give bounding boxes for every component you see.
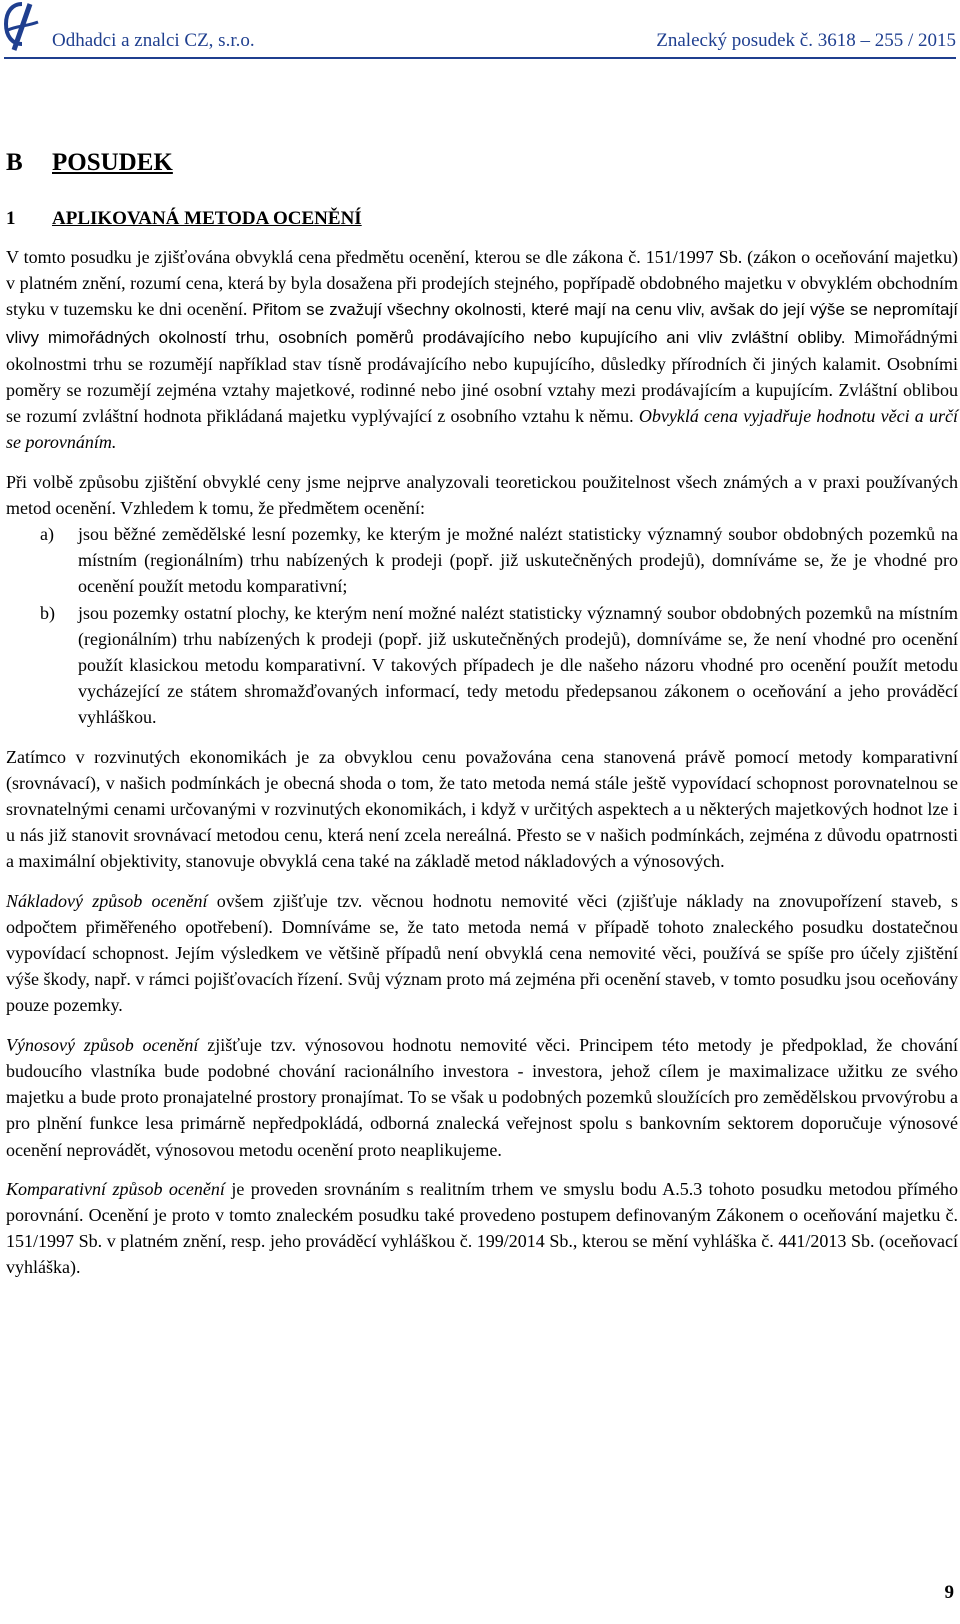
paragraph-comparative-method bbox=[6, 1176, 958, 1281]
definition-conclusion: Obvyklá cena vyjadřuje hodnotu věci a určí se porovnáním. bbox=[6, 406, 958, 453]
paragraph-comparative-context: Zatímco v rozvinutých ekonomikách je za obvyklou cenu považována cena stanovená právě pomocí metody komparativní (srovnávací), v našich podmínkách je obecná shoda o tom, že tato metoda nemá stále ještě vypovídací schopnost porovnatelnou se srovnatelnými cenami určovanými v rozvinutých ekonomikách, i když v určitých aspektech a u některých majetkových hodnot lze i u nás již stanovit srovnávací metodou cenu, která není zcela nereálná. Přesto se v našich podmínkách, zejména z důvodu opatrnosti a maximální objektivity, stanovuje obvyklá cena také na základě metod nákladových a výnosových. bbox=[6, 746, 958, 872]
list-item bbox=[6, 521, 958, 600]
list-item-text: jsou pozemky ostatní plochy, ke kterým není možné nalézt statisticky významný soubor obdobných pozemků na místním (regionálním) trhu nabízených k prodeji (popř. již uskutečněných prodejů), domníváme se, že není vhodné pro ocenění použít klasickou metodu komparativní. V takových případech je dle našeho názoru vhodné pro ocenění použít metodu vycházející ze státem shromažďovaných informací, tedy metodu předepsanou zákonem o oceňování a jeho prováděcí vyhláškou. bbox=[78, 602, 958, 728]
subsection-heading bbox=[6, 206, 958, 232]
paragraph-method-choice bbox=[6, 469, 958, 521]
definition-circumstances: Přitom se zvažují všechny okolnosti, které mají na cenu vliv, avšak do její výše se nepromítají vlivy mimořádných okolností trhu, osobních poměrů prodávajícího nebo kupujícího ani vliv zvláštní obliby. bbox=[6, 300, 958, 347]
cost-method-text: ovšem zjišťuje tzv. věcnou hodnotu nemovité věci (zjišťuje náklady na znovupořízení staveb, s odpočtem přiměřeného opotřebení). Domníváme se, že tato metoda nemá v případě tohoto znaleckého posudku dostatečnou vypovídací schopnost. Jejím výsledkem ve většině případů není obvyklá cena nemovité věci, používá se spíše pro účely zjištění výše škody, např. v rámci pojišťovacích řízení. Svůj význam proto má zejména při ocenění staveb, v tomto posudku jsou oceňovány pouze pozemky. bbox=[6, 890, 959, 1016]
page-number: 9 bbox=[944, 1582, 954, 1603]
comparative-method-term: Komparativní způsob ocenění bbox=[6, 1178, 225, 1199]
paragraph-cost-method bbox=[6, 888, 958, 1019]
subsection-number: 1 bbox=[6, 208, 16, 229]
paragraph-income-method bbox=[6, 1032, 958, 1163]
document-body bbox=[6, 146, 958, 1294]
definition-intro: V tomto posudku je zjišťována obvyklá cena předmětu ocenění, kterou se dle zákona č. 151/1997 Sb. (zákon o oceňování majetku) v platném znění, rozumí cena, která by byla dosažena při prodejích stejného, popřípadě obdobného majetku v obvyklém obchodním styku v tuzemsku ke dni ocenění. bbox=[6, 247, 958, 320]
company-logo-icon bbox=[4, 2, 40, 52]
paragraph-definition bbox=[6, 244, 958, 456]
income-method-term: Výnosový způsob ocenění bbox=[6, 1034, 199, 1055]
section-title: POSUDEK bbox=[52, 149, 173, 176]
report-reference: Znalecký posudek č. 3618 – 255 / 2015 bbox=[656, 30, 956, 51]
definition-details: Mimořádnými okolnostmi trhu se rozumějí například stav tísně prodávajícího nebo kupujícího, důsledky přírodních či jiných kalamit. Osobními poměry se rozumějí zejména vztahy majetkové, rodinné nebo jiné osobní vztahy mezi prodávajícím a kupujícím. Zvláštní oblibou se rozumí zvláštní hodnota přikládaná majetku vyplývající z osobního vztahu k němu. bbox=[6, 326, 959, 427]
comparative-method-text: je proveden srovnáním s realitním trhem ve smyslu bodu A.5.3 tohoto posudku metodou přímého porovnání. Ocenění je proto v tomto znaleckém posudku také provedeno postupem definovaným Zákonem o oceňování majetku č. 151/1997 Sb. v platném znění, resp. jeho prováděcí vyhláškou č. 199/2014 Sb., kterou se mění vyhláška č. 441/2013 Sb. (oceňovací vyhláška). bbox=[6, 1178, 958, 1278]
list-marker: b) bbox=[40, 602, 55, 623]
section-heading bbox=[6, 146, 958, 180]
company-name: Odhadci a znalci CZ, s.r.o. bbox=[52, 30, 255, 51]
subsection-title: APLIKOVANÁ METODA OCENĚNÍ bbox=[52, 208, 362, 229]
page-header bbox=[0, 0, 960, 60]
header-divider bbox=[4, 57, 956, 59]
section-letter: B bbox=[6, 149, 23, 176]
income-method-text: zjišťuje tzv. výnosovou hodnotu nemovité věci. Principem této metody je předpoklad, že chování budoucího vlastníka bude podobné chování racionálního investora - investora, jehož cílem je maximalizace užitku ze svého majetku a bude proto pronajatelné prostory pronajímat. To se však u podobných pozemků sloužících pro zemědělskou prvovýrobu a pro plnění funkce lesa primárně nepředpokládá, odborná znalecká veřejnost spolu s bankovním sektorem doporučuje výnosové ocenění neprovádět, výnosovou metodu ocenění proto neaplikujeme. bbox=[6, 1034, 959, 1160]
method-choice-list bbox=[6, 521, 958, 731]
list-item-text: jsou běžné zemědělské lesní pozemky, ke kterým je možné nalézt statisticky významný soubor obdobných pozemků na místním (regionálním) trhu nabízených k prodeji (popř. již uskutečněných prodejů), domníváme se, že je vhodné pro ocenění použít metodu komparativní; bbox=[78, 524, 958, 597]
list-item bbox=[6, 600, 958, 731]
list-marker: a) bbox=[40, 524, 54, 545]
method-choice-text: Při volbě způsobu zjištění obvyklé ceny jsme nejprve analyzovali teoretickou použitelnost všech známých a v praxi používaných metod ocenění. Vzhledem k tomu, že předmětem ocenění: bbox=[6, 471, 958, 518]
cost-method-term: Nákladový způsob ocenění bbox=[6, 890, 208, 911]
